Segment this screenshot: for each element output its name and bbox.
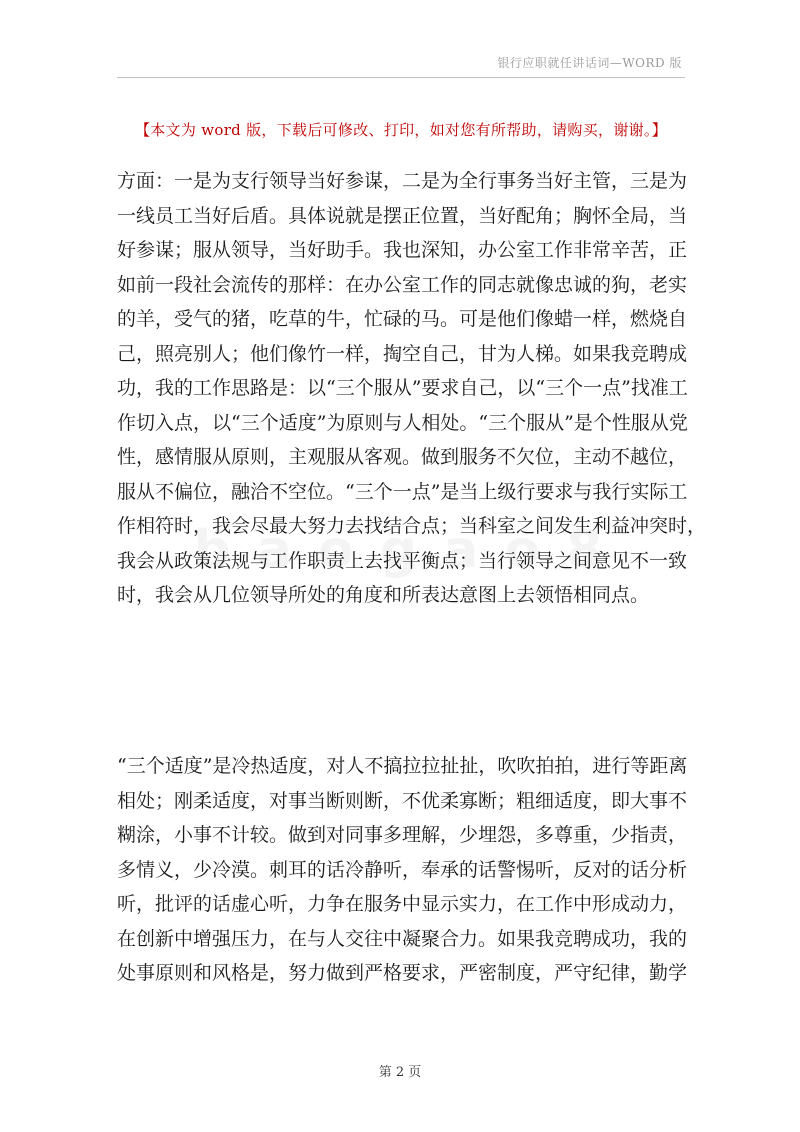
paragraph-line: 时，我会从几位领导所处的角度和所表达意图上去领悟相同点。 <box>117 584 650 606</box>
paragraph-line: 相处；刚柔适度，对事当断则断，不优柔寡断；粗细适度，即大事不 <box>117 789 688 812</box>
paragraph-line: 处事原则和风格是，努力做到严格要求，严密制度，严守纪律，勤学 <box>117 962 688 984</box>
paragraph-line: 的羊，受气的猪，吃草的牛，忙碌的马。可是他们像蜡一样，燃烧自 <box>117 308 688 330</box>
page-number: 第 2 页 <box>378 1065 422 1080</box>
paragraph-line: 作相符时，我会尽最大努力去找结合点；当科室之间发生利益冲突时， <box>117 515 707 537</box>
paragraph-line: 在创新中增强压力，在与人交往中凝聚合力。如果我竞聘成功，我的 <box>117 927 688 950</box>
purchase-notice: 【本文为 word 版，下载后可修改、打印，如对您有所帮助，请购买，谢谢。】 <box>134 121 668 139</box>
paragraph-line: 性，感情服从原则，主观服从客观。做到服务不欠位，主动不越位， <box>117 446 688 468</box>
paragraph-line: 糊涂，小事不计较。做到对同事多理解，少埋怨，多尊重，少指责， <box>117 824 688 846</box>
paragraph-line: 方面：一是为支行领导当好参谋，二是为全行事务当好主管，三是为 <box>117 170 688 192</box>
paragraph-line: 服从不偏位，融洽不空位。“三个一点”是当上级行要求与我行实际工 <box>117 480 688 503</box>
paragraph-line: 功，我的工作思路是：以“三个服从”要求自己，以“三个一点”找准工 <box>117 377 688 399</box>
paragraph-line: 多情义，少冷漠。刺耳的话冷静听，奉承的话警惕听，反对的话分析 <box>117 858 688 881</box>
paragraph-line: “三个适度”是冷热适度，对人不搞拉拉扯扯，吹吹拍拍，进行等距离 <box>117 755 688 777</box>
paragraph-line: 己，照亮别人；他们像竹一样，掏空自己，甘为人梯。如果我竞聘成 <box>117 342 688 365</box>
paragraph-line: 我会从政策法规与工作职责上去找平衡点；当行领导之间意见不一致 <box>117 549 688 572</box>
paragraph-line: 如前一段社会流传的那样：在办公室工作的同志就像忠诚的狗，老实 <box>117 273 688 296</box>
paragraph-line: 作切入点，以“三个适度”为原则与人相处。“三个服从”是个性服从党 <box>117 411 688 434</box>
body-paragraph-2 <box>117 749 688 991</box>
header-document-title: 银行应职就任讲话词—WORD 版 <box>497 56 682 70</box>
body-paragraph-1 <box>117 164 707 613</box>
paragraph-line: 好参谋；服从领导，当好助手。我也深知，办公室工作非常辛苦，正 <box>117 239 688 261</box>
paragraph-line: 听，批评的话虚心听，力争在服务中显示实力，在工作中形成动力， <box>117 893 688 915</box>
header-divider <box>117 77 685 78</box>
paragraph-line: 一线员工当好后盾。具体说就是摆正位置，当好配角；胸怀全局，当 <box>117 204 688 227</box>
